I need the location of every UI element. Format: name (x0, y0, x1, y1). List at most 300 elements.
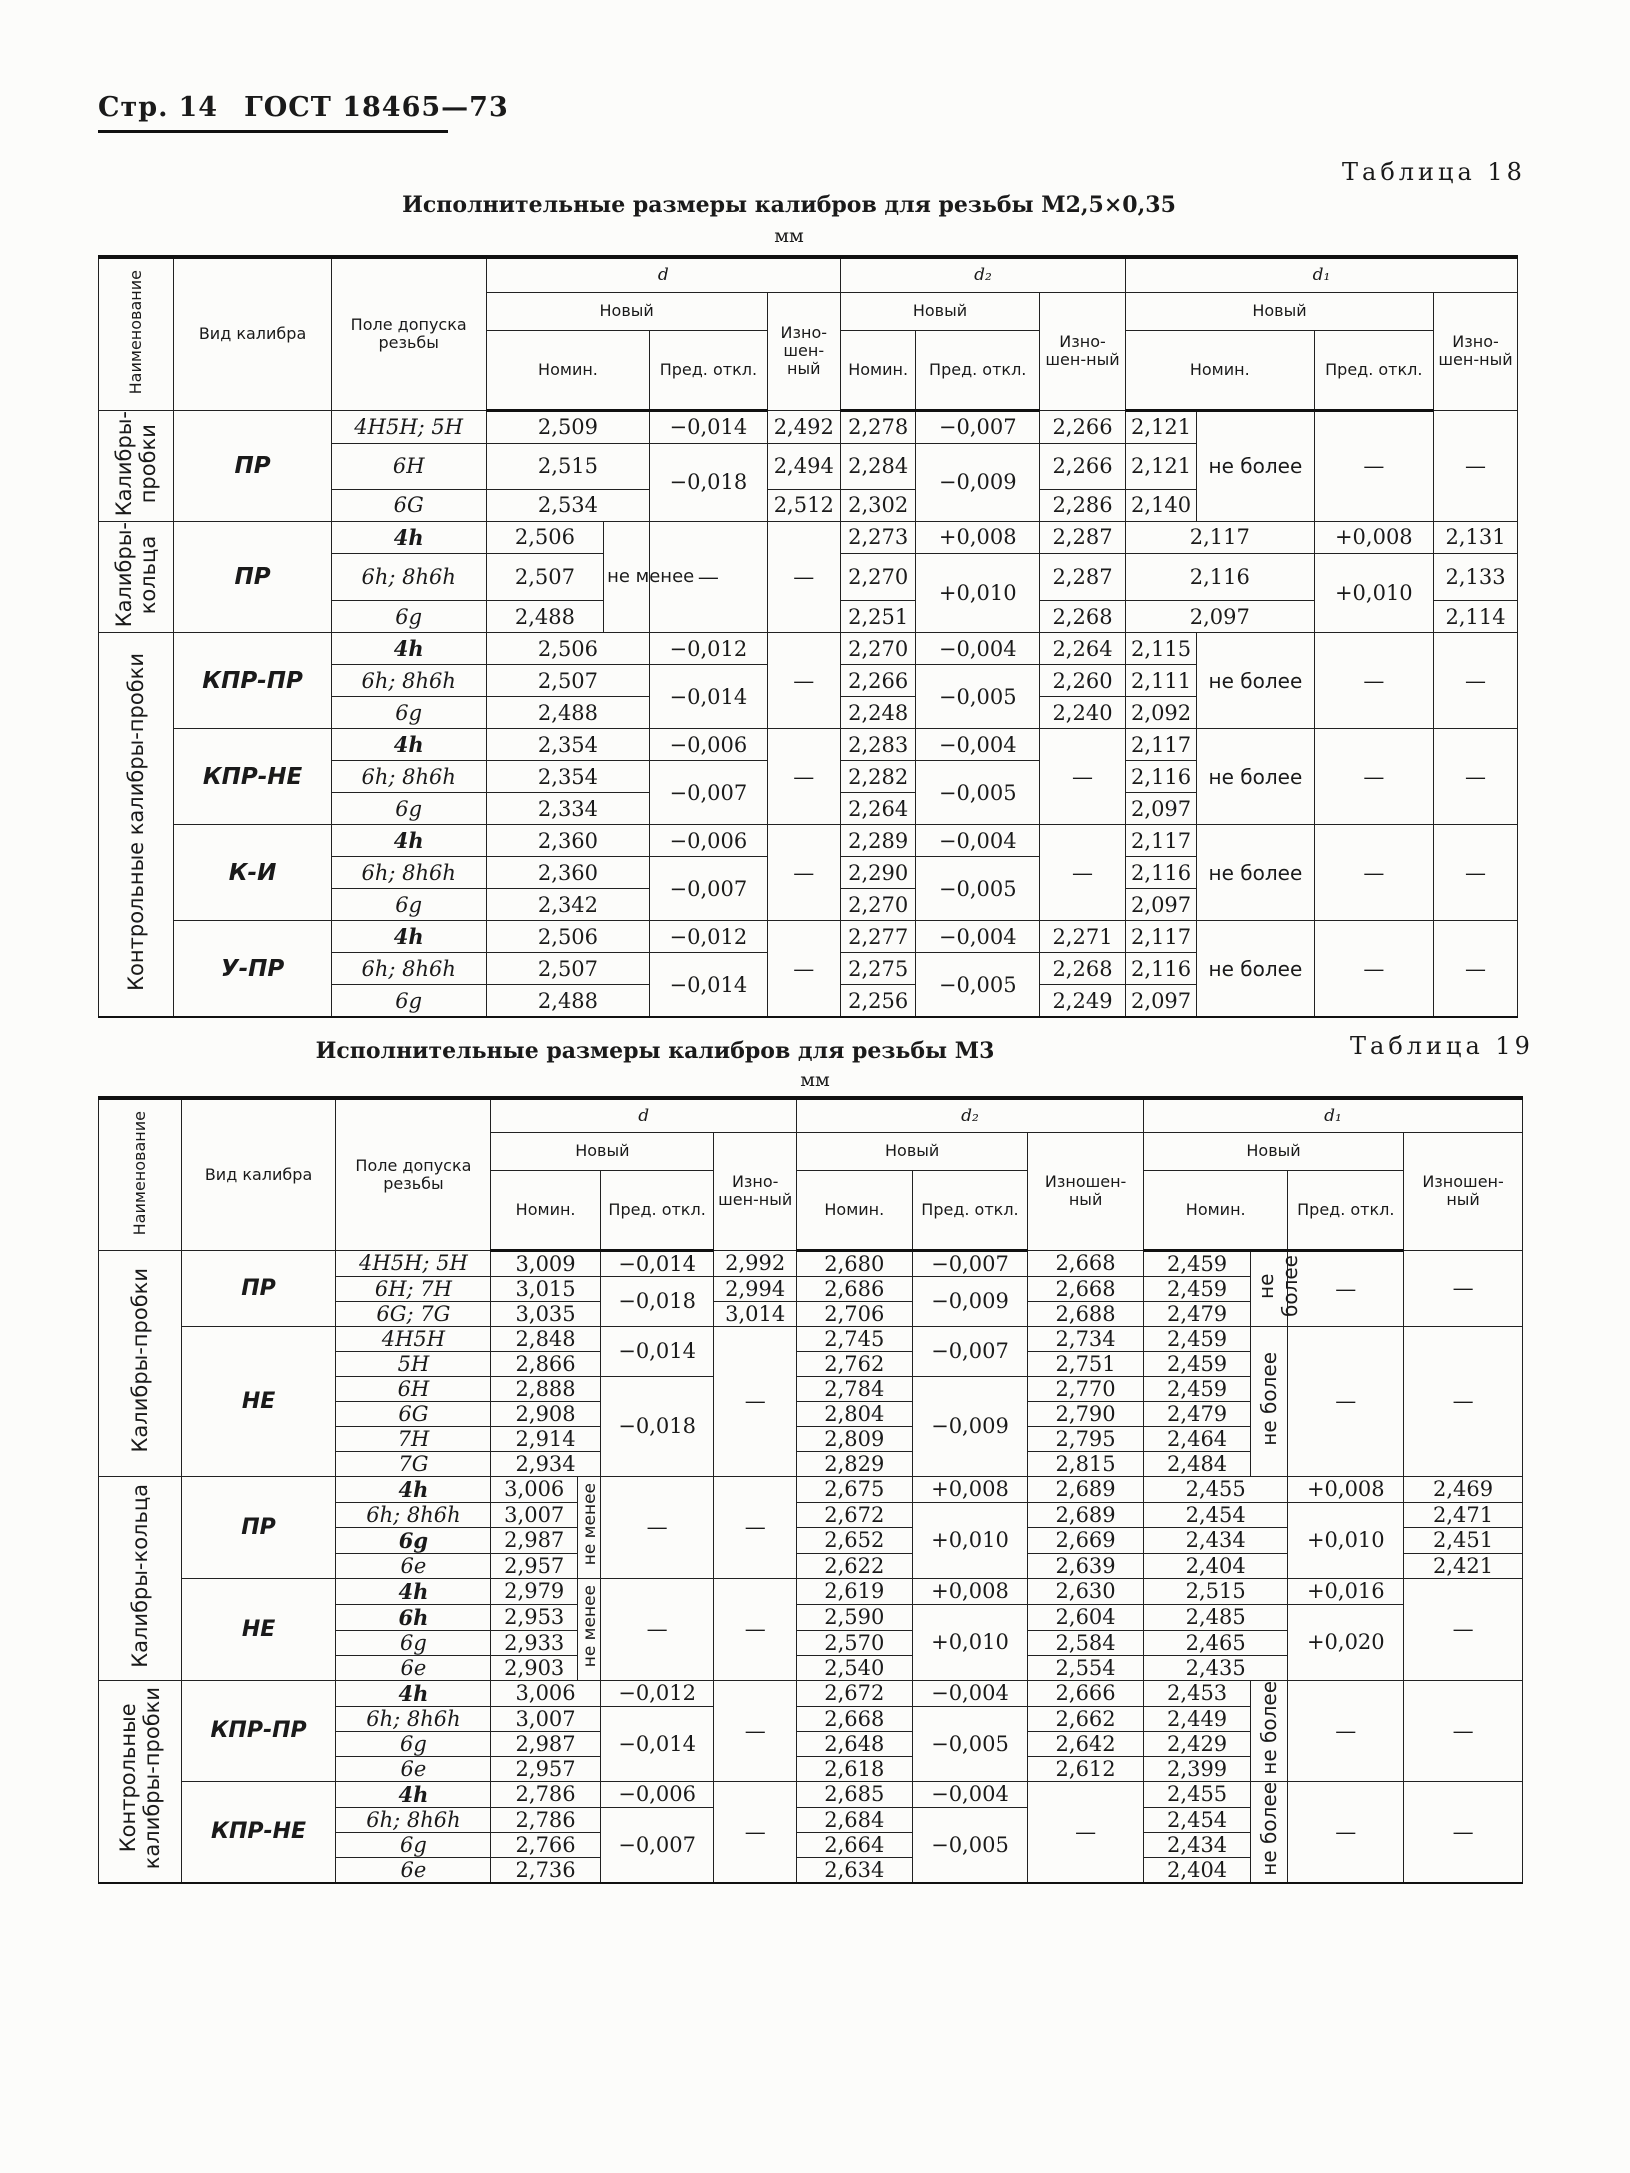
d2-nom: 2,540 (797, 1655, 913, 1680)
col-d1-header: d₁ (1143, 1098, 1522, 1132)
fit: 6g (331, 793, 486, 825)
d1-worn: — (1434, 921, 1518, 1018)
d-nom: 2,507 (486, 553, 603, 600)
d1-worn: 2,469 (1404, 1476, 1523, 1502)
d2-dev: −0,004 (912, 1680, 1028, 1706)
d2-dev: −0,007 (916, 410, 1040, 443)
d-nom: 2,786 (491, 1807, 600, 1832)
d1-nom: 2,455 (1143, 1781, 1250, 1807)
kind-ne: НЕ (181, 1578, 336, 1680)
d-nom: 2,979 (491, 1578, 578, 1604)
d2-worn: 2,249 (1040, 985, 1126, 1018)
d1-nom: 2,479 (1143, 1401, 1250, 1426)
fit: 6e (336, 1655, 491, 1680)
d1-dev: +0,008 (1314, 521, 1433, 553)
d2-nom: 2,745 (797, 1326, 913, 1351)
table-19 (98, 1096, 1523, 1884)
col-d1-new: Новый (1125, 292, 1433, 330)
d1-nom: 2,097 (1125, 793, 1196, 825)
col-d1-dev: Пред. откл. (1314, 330, 1433, 410)
col-d1-nom: Номин. (1143, 1170, 1288, 1250)
d1-dev: +0,010 (1288, 1502, 1404, 1578)
d1-worn: — (1434, 729, 1518, 825)
fit: 6g (331, 889, 486, 921)
d2-worn: 2,240 (1040, 697, 1126, 729)
group-plugs: Калибры-пробки (127, 1268, 152, 1453)
d2-dev: −0,009 (916, 443, 1040, 521)
d2-nom: 2,283 (840, 729, 915, 761)
note-not-less: не менее (580, 1483, 601, 1566)
d2-nom: 2,634 (797, 1857, 913, 1883)
kind-pr: ПР (181, 1250, 336, 1326)
d2-nom: 2,270 (840, 633, 915, 665)
kind-u-pr: У-ПР (174, 921, 331, 1018)
d-worn: — (714, 1476, 797, 1578)
d-nom: 2,488 (486, 985, 649, 1018)
fit: 6G; 7G (336, 1301, 491, 1326)
d-nom: 2,534 (486, 489, 649, 521)
fit: 6h; 8h6h (331, 553, 486, 600)
table-row (99, 521, 1518, 553)
note-not-less: не менее (604, 521, 650, 632)
d-worn: 2,994 (714, 1276, 797, 1301)
fit: 6g (336, 1832, 491, 1857)
d1-nom: 2,097 (1125, 889, 1196, 921)
d2-nom: 2,284 (840, 443, 915, 489)
d1-nom: 2,464 (1143, 1426, 1250, 1451)
d2-nom: 2,289 (840, 825, 915, 857)
d1-nom: 2,117 (1125, 729, 1196, 761)
d-nom: 3,007 (491, 1502, 578, 1527)
d2-nom: 2,570 (797, 1630, 913, 1655)
d2-nom: 2,675 (797, 1476, 913, 1502)
table-19-label: Таблица 19 (1350, 1032, 1534, 1060)
fit: 6H (336, 1376, 491, 1401)
d2-nom: 2,270 (840, 889, 915, 921)
fit: 6G (336, 1401, 491, 1426)
col-d2-header: d₂ (797, 1098, 1144, 1132)
d2-dev: −0,005 (916, 857, 1040, 921)
d-nom: 2,786 (491, 1781, 600, 1807)
d2-worn: 2,669 (1028, 1527, 1144, 1553)
d-dev: −0,014 (650, 410, 767, 443)
d-nom: 3,006 (491, 1680, 600, 1706)
d-dev: −0,018 (600, 1276, 714, 1326)
d1-nom: 2,455 (1143, 1476, 1288, 1502)
d1-nom: 2,117 (1125, 825, 1196, 857)
d2-worn: 2,630 (1028, 1578, 1144, 1604)
d2-nom: 2,664 (797, 1832, 913, 1857)
note-not-more: не более (1197, 633, 1314, 729)
d2-worn: 2,689 (1028, 1476, 1144, 1502)
d2-nom: 2,290 (840, 857, 915, 889)
d-nom: 2,957 (491, 1553, 578, 1578)
fit: 6G (331, 489, 486, 521)
group-control: Контрольные калибры-пробки (115, 1687, 164, 1870)
d-nom: 2,360 (486, 825, 649, 857)
d1-worn: — (1434, 633, 1518, 729)
note-not-more: не более (1257, 1351, 1282, 1446)
d1-worn: 2,421 (1404, 1553, 1523, 1578)
col-d2-new: Новый (797, 1132, 1028, 1170)
d2-worn: 2,266 (1040, 443, 1126, 489)
kind-pr: ПР (181, 1476, 336, 1578)
fit: 6h (336, 1604, 491, 1630)
d2-dev: −0,007 (912, 1326, 1028, 1376)
d1-nom: 2,449 (1143, 1706, 1250, 1731)
d2-nom: 2,784 (797, 1376, 913, 1401)
d-nom: 3,006 (491, 1476, 578, 1502)
d2-worn: 2,287 (1040, 553, 1126, 600)
d2-nom: 2,672 (797, 1502, 913, 1527)
d2-nom: 2,652 (797, 1527, 913, 1553)
d-nom: 2,957 (491, 1756, 600, 1781)
d2-nom: 2,668 (797, 1706, 913, 1731)
d2-nom: 2,590 (797, 1604, 913, 1630)
fit: 4h (336, 1781, 491, 1807)
d2-dev: −0,005 (912, 1706, 1028, 1781)
col-d1-worn: Изно-шен-ный (1434, 292, 1518, 410)
d-dev: −0,014 (600, 1706, 714, 1781)
d1-nom: 2,453 (1143, 1680, 1250, 1706)
d2-worn: — (1040, 825, 1126, 921)
d-nom: 2,953 (491, 1604, 578, 1630)
d1-dev: — (1314, 633, 1433, 729)
fit: 5H (336, 1351, 491, 1376)
table-row (99, 1476, 1523, 1502)
d-dev: −0,007 (600, 1807, 714, 1883)
d1-worn: 2,133 (1434, 553, 1518, 600)
d-dev: — (600, 1578, 714, 1680)
d2-dev: −0,004 (912, 1781, 1028, 1807)
fit: 4H5H; 5H (331, 410, 486, 443)
d1-nom: 2,092 (1125, 697, 1196, 729)
d2-dev: −0,005 (916, 761, 1040, 825)
d2-nom: 2,256 (840, 985, 915, 1018)
kind-pr: ПР (174, 410, 331, 521)
col-d1-worn: Изношен-ный (1404, 1132, 1523, 1250)
page-header (98, 92, 509, 123)
d-dev: — (650, 521, 767, 632)
d-worn: — (767, 825, 840, 921)
table-row (99, 1250, 1523, 1276)
d1-nom: 2,404 (1143, 1857, 1250, 1883)
d2-worn: 2,266 (1040, 410, 1126, 443)
col-d-nom: Номин. (491, 1170, 600, 1250)
fit: 6h; 8h6h (336, 1807, 491, 1832)
d1-dev: — (1288, 1250, 1404, 1326)
d1-dev: — (1314, 921, 1433, 1018)
col-d-dev: Пред. откл. (600, 1170, 714, 1250)
d2-nom: 2,680 (797, 1250, 913, 1276)
d2-worn: 2,662 (1028, 1706, 1144, 1731)
d1-nom: 2,097 (1125, 601, 1314, 633)
kind-kpr-pr: КПР-ПР (174, 633, 331, 729)
fit: 6h; 8h6h (331, 953, 486, 985)
d1-worn: — (1404, 1326, 1523, 1476)
group-rings: Калибры- кольца (112, 521, 161, 628)
d2-nom: 2,706 (797, 1301, 913, 1326)
d2-dev: +0,008 (916, 521, 1040, 553)
table-row (99, 410, 1518, 443)
d-nom: 2,848 (491, 1326, 600, 1351)
d2-worn: 2,268 (1040, 601, 1126, 633)
d1-worn: — (1434, 825, 1518, 921)
d-nom: 2,354 (486, 761, 649, 793)
d2-dev: +0,010 (912, 1604, 1028, 1680)
d2-nom: 2,809 (797, 1426, 913, 1451)
d-nom: 2,987 (491, 1527, 578, 1553)
d-worn: — (767, 729, 840, 825)
d-worn: 2,494 (767, 443, 840, 489)
d-nom: 2,507 (486, 665, 649, 697)
fit: 6e (336, 1857, 491, 1883)
d-nom: 2,488 (486, 601, 603, 633)
d2-worn: 2,790 (1028, 1401, 1144, 1426)
d2-dev: +0,010 (912, 1502, 1028, 1578)
d2-nom: 2,278 (840, 410, 915, 443)
d1-nom: 2,435 (1143, 1655, 1288, 1680)
d-nom: 2,342 (486, 889, 649, 921)
fit: 7G (336, 1451, 491, 1476)
d2-dev: −0,004 (916, 633, 1040, 665)
d1-nom: 2,479 (1143, 1301, 1250, 1326)
d-nom: 2,888 (491, 1376, 600, 1401)
d2-dev: −0,005 (916, 953, 1040, 1018)
d-nom: 2,866 (491, 1351, 600, 1376)
fit: 6h; 8h6h (336, 1502, 491, 1527)
d2-nom: 2,648 (797, 1731, 913, 1756)
d-nom: 2,507 (486, 953, 649, 985)
d2-worn: 2,554 (1028, 1655, 1144, 1680)
col-d2-nom: Номин. (840, 330, 915, 410)
d-nom: 2,914 (491, 1426, 600, 1451)
d-nom: 2,506 (486, 521, 603, 553)
group-rings: Калибры-кольца (127, 1483, 152, 1668)
d2-worn: 2,734 (1028, 1326, 1144, 1351)
col-d1-nom: Номин. (1125, 330, 1314, 410)
d1-dev: — (1314, 825, 1433, 921)
d1-nom: 2,116 (1125, 553, 1314, 600)
d-nom: 2,736 (491, 1857, 600, 1883)
d-worn: — (714, 1578, 797, 1680)
col-kind-header: Вид калибра (174, 257, 331, 410)
d1-worn: — (1404, 1680, 1523, 1781)
d2-worn: 2,668 (1028, 1250, 1144, 1276)
d2-worn: 2,668 (1028, 1276, 1144, 1301)
col-d2-nom: Номин. (797, 1170, 913, 1250)
d2-nom: 2,618 (797, 1756, 913, 1781)
d1-nom: 2,404 (1143, 1553, 1288, 1578)
d-nom: 2,933 (491, 1630, 578, 1655)
d1-nom: 2,116 (1125, 953, 1196, 985)
table-19-unit: мм (800, 1069, 830, 1091)
d2-nom: 2,804 (797, 1401, 913, 1426)
d-dev: −0,006 (600, 1781, 714, 1807)
d1-worn: 2,471 (1404, 1502, 1523, 1527)
table-row (99, 1578, 1523, 1604)
d2-worn: 2,268 (1040, 953, 1126, 985)
page-label: Стр. (98, 92, 169, 123)
table-18 (98, 255, 1518, 1018)
page-number: 14 (178, 92, 219, 123)
group-plugs: Калибры- пробки (112, 410, 161, 516)
d1-nom: 2,454 (1143, 1807, 1250, 1832)
col-d-header: d (491, 1098, 797, 1132)
d-nom: 2,354 (486, 729, 649, 761)
col-d2-new: Новый (840, 292, 1039, 330)
d1-nom: 2,140 (1125, 489, 1196, 521)
d2-worn: 2,689 (1028, 1502, 1144, 1527)
fit: 4H5H (336, 1326, 491, 1351)
d2-worn: — (1040, 729, 1126, 825)
d2-worn: 2,271 (1040, 921, 1126, 953)
d2-worn: 2,639 (1028, 1553, 1144, 1578)
d1-dev: — (1314, 410, 1433, 521)
fit: 4h (336, 1578, 491, 1604)
d1-nom: 2,429 (1143, 1731, 1250, 1756)
d-nom: 3,035 (491, 1301, 600, 1326)
standard-number: ГОСТ 18465—73 (244, 92, 509, 123)
d-nom: 3,015 (491, 1276, 600, 1301)
d2-nom: 2,684 (797, 1807, 913, 1832)
d2-nom: 2,302 (840, 489, 915, 521)
d1-dev: +0,010 (1314, 553, 1433, 632)
d-dev: −0,014 (600, 1326, 714, 1376)
d-dev: −0,012 (650, 921, 767, 953)
d-nom: 2,903 (491, 1655, 578, 1680)
d1-nom: 2,459 (1143, 1351, 1250, 1376)
kind-k-i: К-И (174, 825, 331, 921)
d2-dev: +0,008 (912, 1578, 1028, 1604)
col-d-new: Новый (486, 292, 767, 330)
d1-nom: 2,459 (1143, 1276, 1250, 1301)
fit: 6H (331, 443, 486, 489)
note-not-more: не более (1254, 1255, 1303, 1317)
fit: 6h; 8h6h (336, 1706, 491, 1731)
fit: 6H; 7H (336, 1276, 491, 1301)
d2-dev: +0,010 (916, 553, 1040, 632)
kind-ne: НЕ (181, 1326, 336, 1476)
d2-dev: −0,005 (916, 665, 1040, 729)
d-dev: −0,014 (600, 1250, 714, 1276)
note-not-more: не более (1197, 410, 1314, 521)
d-worn: — (714, 1781, 797, 1883)
table-row (99, 921, 1518, 953)
d-dev: — (600, 1476, 714, 1578)
fit: 4H5H; 5H (336, 1250, 491, 1276)
d2-nom: 2,762 (797, 1351, 913, 1376)
table-18-label: Таблица 18 (1342, 158, 1526, 186)
table-row (99, 1326, 1523, 1351)
note-not-more: не более (1257, 1681, 1282, 1775)
d1-nom: 2,459 (1143, 1376, 1250, 1401)
fit: 6g (331, 697, 486, 729)
col-d2-worn: Изношен-ный (1028, 1132, 1144, 1250)
fit: 4h (331, 729, 486, 761)
d-nom: 2,934 (491, 1451, 600, 1476)
fit: 6h; 8h6h (331, 857, 486, 889)
fit: 4h (331, 825, 486, 857)
d2-nom: 2,829 (797, 1451, 913, 1476)
d2-worn: 2,260 (1040, 665, 1126, 697)
d-worn: 2,492 (767, 410, 840, 443)
table-row (99, 1680, 1523, 1706)
d2-worn: 2,584 (1028, 1630, 1144, 1655)
col-d1-new: Новый (1143, 1132, 1403, 1170)
col-fit-header: Поле допуска резьбы (331, 257, 486, 410)
d-nom: 2,515 (486, 443, 649, 489)
col-d-worn: Изно-шен-ный (714, 1132, 797, 1250)
d-nom: 3,009 (491, 1250, 600, 1276)
d2-dev: −0,009 (912, 1276, 1028, 1326)
d1-nom: 2,484 (1143, 1451, 1250, 1476)
d-dev: −0,018 (600, 1376, 714, 1476)
d-nom: 2,509 (486, 410, 649, 443)
col-d-dev: Пред. откл. (650, 330, 767, 410)
col-kind-header: Вид калибра (181, 1098, 336, 1250)
header-rule (98, 130, 448, 133)
d-dev: −0,006 (650, 825, 767, 857)
col-name-header: Наименование (126, 270, 146, 395)
d1-nom: 2,434 (1143, 1527, 1288, 1553)
d2-worn: 2,604 (1028, 1604, 1144, 1630)
d1-nom: 2,434 (1143, 1832, 1250, 1857)
d1-nom: 2,485 (1143, 1604, 1288, 1630)
kind-kpr-ne: КПР-НЕ (174, 729, 331, 825)
d1-nom: 2,399 (1143, 1756, 1250, 1781)
table-row (99, 1781, 1523, 1807)
d-dev: −0,018 (650, 443, 767, 521)
d-worn: — (767, 521, 840, 632)
d-dev: −0,007 (650, 761, 767, 825)
col-d2-dev: Пред. откл. (916, 330, 1040, 410)
col-d-new: Новый (491, 1132, 714, 1170)
col-d2-header: d₂ (840, 257, 1125, 292)
note-not-less: не менее (580, 1585, 601, 1668)
d-dev: −0,007 (650, 857, 767, 921)
d1-nom: 2,111 (1125, 665, 1196, 697)
d1-nom: 2,117 (1125, 921, 1196, 953)
d2-worn: — (1028, 1781, 1144, 1883)
d2-dev: −0,004 (916, 729, 1040, 761)
d-nom: 2,488 (486, 697, 649, 729)
col-d1-dev: Пред. откл. (1288, 1170, 1404, 1250)
group-control: Контрольные калибры-пробки (124, 653, 149, 992)
d-nom: 2,334 (486, 793, 649, 825)
d2-dev: −0,004 (916, 825, 1040, 857)
note-not-more: не более (1197, 825, 1314, 921)
d2-dev: −0,009 (912, 1376, 1028, 1476)
d1-nom: 2,515 (1143, 1578, 1288, 1604)
d1-dev: +0,016 (1288, 1578, 1404, 1604)
d1-worn: — (1404, 1250, 1523, 1326)
d-dev: −0,012 (600, 1680, 714, 1706)
d1-nom: 2,117 (1125, 521, 1314, 553)
d2-worn: 2,751 (1028, 1351, 1144, 1376)
fit: 6g (336, 1630, 491, 1655)
d1-worn: 2,451 (1404, 1527, 1523, 1553)
d-worn: 2,992 (714, 1250, 797, 1276)
d2-worn: 2,286 (1040, 489, 1126, 521)
table-row (99, 633, 1518, 665)
d1-dev: — (1288, 1326, 1404, 1476)
d1-nom: 2,459 (1143, 1250, 1250, 1276)
fit: 6e (336, 1756, 491, 1781)
d2-worn: 2,666 (1028, 1680, 1144, 1706)
table-19-title: Исполнительные размеры калибров для резьбы М3 (315, 1038, 995, 1064)
col-d1-header: d₁ (1125, 257, 1517, 292)
